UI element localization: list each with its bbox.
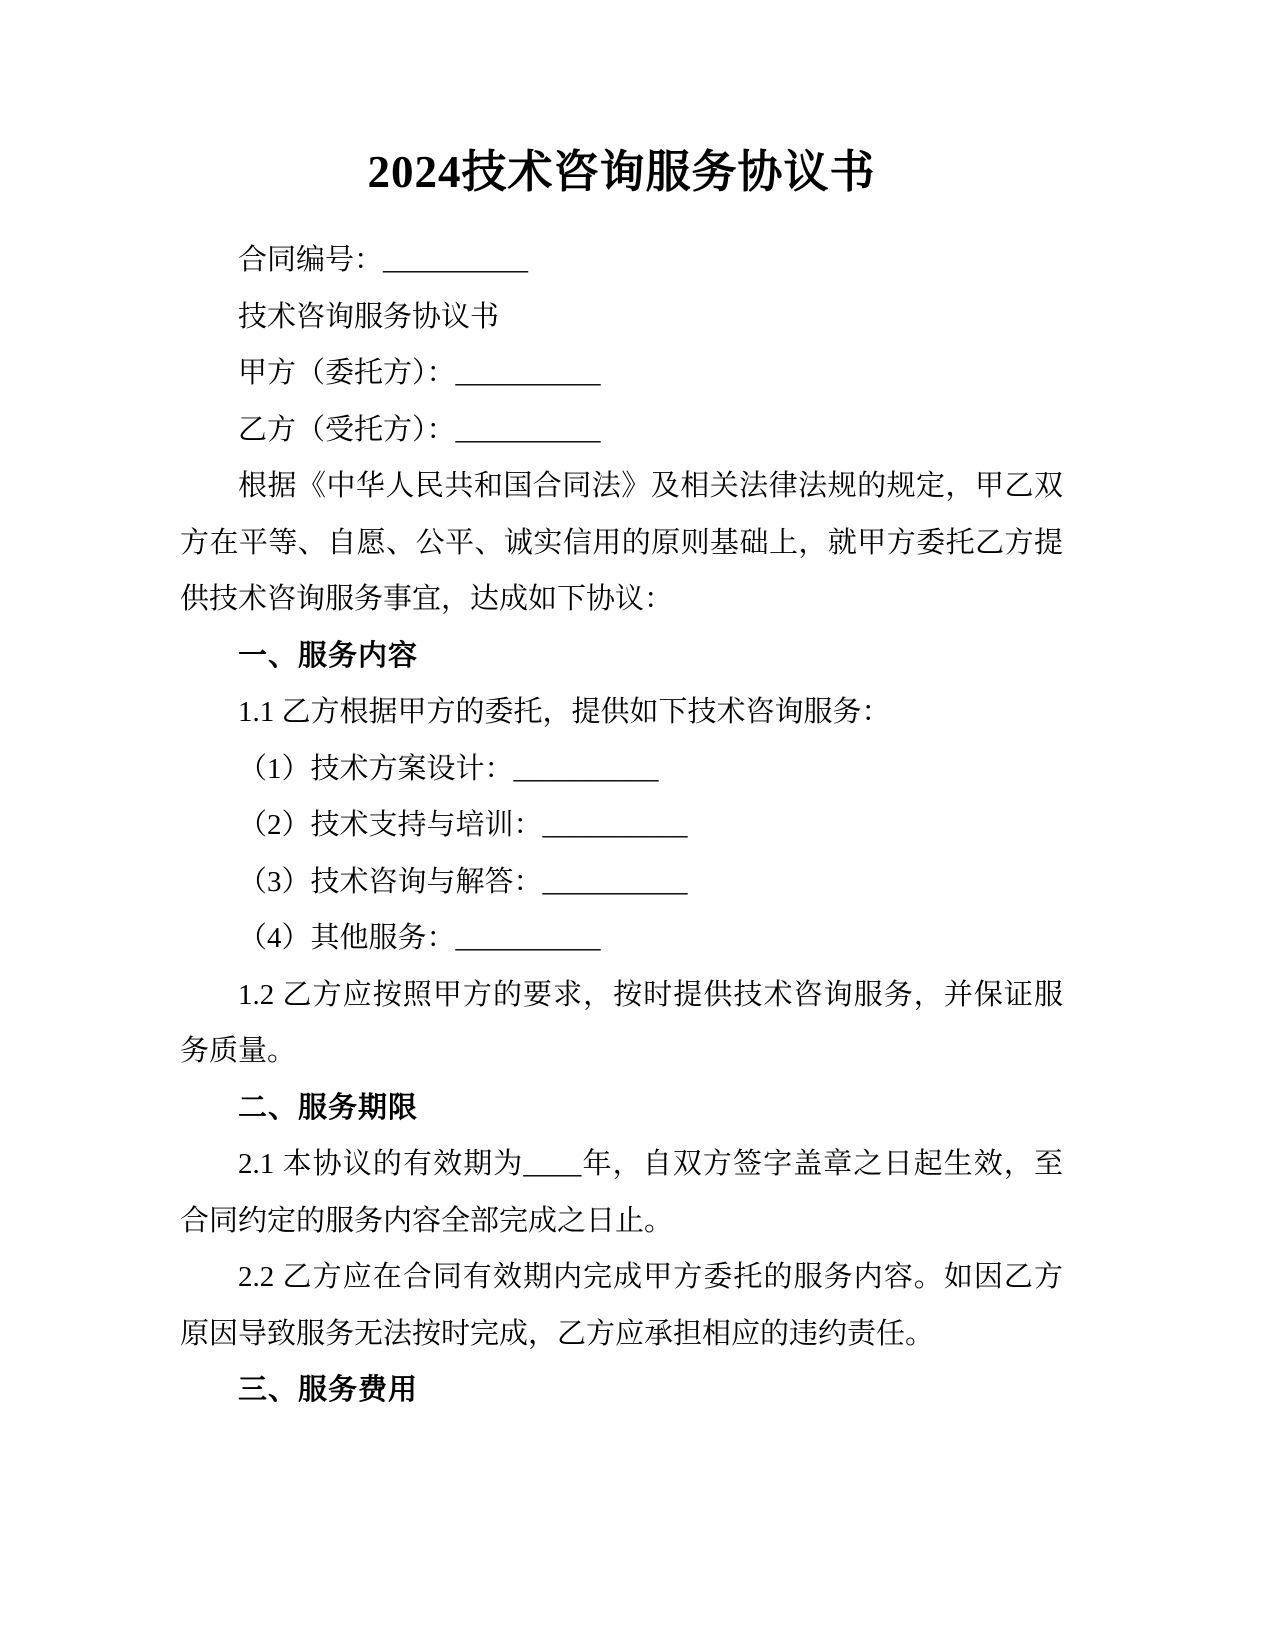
document-title: 2024技术咨询服务协议书 <box>367 147 876 197</box>
clause-2-1: 2.1 本协议的有效期为____年，自双方签字盖章之日起生效，至合同约定的服务内容全部完成之日止。 <box>180 1148 1063 1237</box>
service-item-3: （3）技术咨询与解答：__________ <box>238 865 688 898</box>
preamble-paragraph: 根据《中华人民共和国合同法》及相关法律法规的规定，甲乙双方在平等、自愿、公平、诚实信用的原则基础上，就甲方委托乙方提供技术咨询服务事宜，达成如下协议： <box>180 470 1063 615</box>
section-1-heading: 一、服务内容 <box>238 639 419 672</box>
party-b-line: 乙方（受托方）：__________ <box>238 413 601 446</box>
clause-2-2: 2.2 乙方应在合同有效期内完成甲方委托的服务内容。如因乙方原因导致服务无法按时完成，乙方应承担相应的违约责任。 <box>180 1261 1063 1350</box>
service-item-2: （2）技术支持与培训：__________ <box>238 809 688 841</box>
clause-1-2: 1.2 乙方应按照甲方的要求，按时提供技术咨询服务，并保证服务质量。 <box>180 978 1063 1067</box>
section-2-heading: 二、服务期限 <box>238 1091 419 1124</box>
service-item-4: （4）其他服务：__________ <box>238 922 601 954</box>
service-item-1: （1）技术方案设计：__________ <box>238 752 659 785</box>
party-a-line: 甲方（委托方）：__________ <box>238 357 601 389</box>
document-content <box>180 140 1063 1419</box>
clause-1-1: 1.1 乙方根据甲方的委托，提供如下技术咨询服务： <box>238 696 891 728</box>
contract-number-line: 合同编号：__________ <box>238 244 529 276</box>
section-3-heading: 三、服务费用 <box>238 1374 419 1406</box>
doc-subtitle-line: 技术咨询服务协议书 <box>238 300 500 333</box>
